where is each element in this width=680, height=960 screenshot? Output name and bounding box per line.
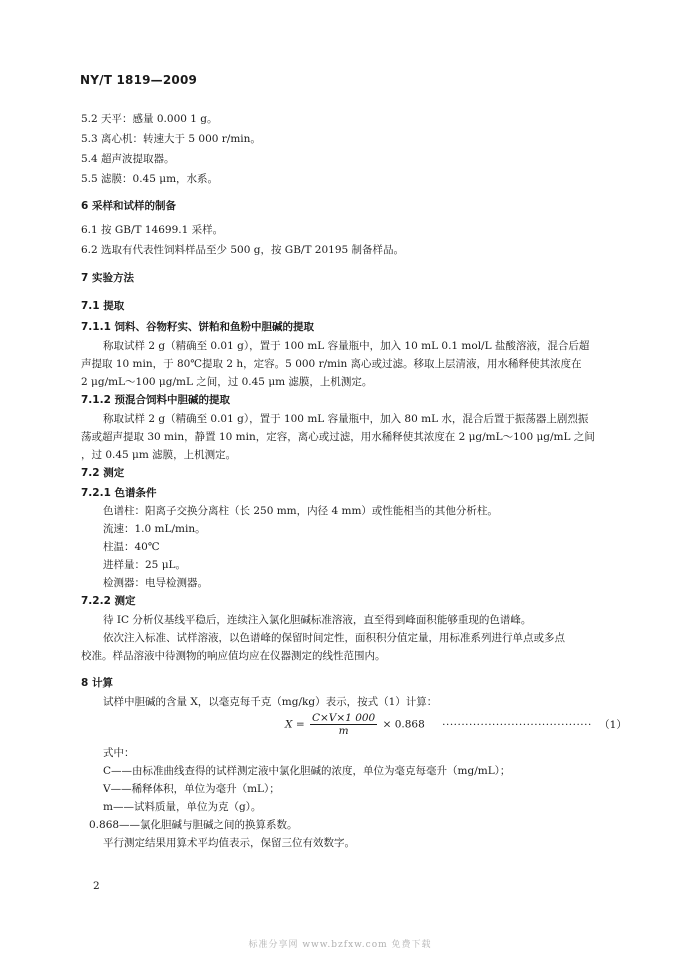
paragraph-7-1-2-line1: 称取试样 2 g（精确至 0.01 g），置于 100 mL 容量瓶中，加入 80 mL 水，混合后置于振荡器上剧烈振 [103, 413, 589, 425]
clause-7-1-heading: 7.1 提取 [81, 300, 125, 312]
condition-detector: 检测器：电导检测器。 [103, 577, 208, 589]
paragraph-8-result: 平行测定结果用算术平均值表示，保留三位有效数字。 [103, 837, 355, 849]
clause-7-1-1-heading: 7.1.1 饲料、谷物籽实、饼粕和鱼粉中胆碱的提取 [81, 321, 315, 333]
section-7-heading: 7 实验方法 [81, 272, 134, 284]
formula-rhs: × 0.868 [382, 718, 425, 731]
formula-numerator: C×V×1 000 [311, 712, 376, 724]
paragraph-7-2-2-line1: 待 IC 分析仪基线平稳后，连续注入氯化胆碱标准溶液，直至得到峰面积能够重现的色谱峰。 [103, 614, 532, 626]
footer-watermark: 标准分享网 www.bzfxw.com 免费下载 [248, 940, 432, 950]
definition-factor: 0.868——氯化胆碱与胆碱之间的换算系数。 [89, 819, 298, 831]
paragraph-7-2-2-line3: 校准。样品溶液中待测物的响应值均应在仪器测定的线性范围内。 [81, 650, 386, 662]
paragraph-7-2-2-line2: 依次注入标准、试样溶液，以色谱峰的保留时间定性，面积积分值定量，用标准系列进行单点或多点 [103, 632, 565, 644]
paragraph-8-intro: 试样中胆碱的含量 X，以毫克每千克（mg/kg）表示，按式（1）计算： [103, 696, 438, 708]
clause-5-3: 5.3 离心机：转速大于 5 000 r/min。 [81, 133, 261, 145]
paragraph-7-1-2-line3: ，过 0.45 μm 滤膜，上机测定。 [81, 449, 237, 461]
paragraph-7-1-2-line2: 荡或超声提取 30 min，静置 10 min，定容，离心或过滤，用水稀释使其浓度在 2 μg/mL～100 μg/mL 之间 [81, 431, 595, 443]
standard-code-header: NY/T 1819—2009 [80, 73, 198, 87]
paragraph-7-1-1-line3: 2 μg/mL～100 μg/mL 之间，过 0.45 μm 滤膜，上机测定。 [81, 376, 373, 388]
clause-7-2-heading: 7.2 测定 [81, 467, 125, 479]
formula-lhs: X = [285, 718, 305, 731]
formula-leader-dots: ······································· [442, 718, 592, 731]
where-label: 式中： [103, 747, 135, 759]
clause-7-1-2-heading: 7.1.2 预混合饲料中胆碱的提取 [81, 394, 231, 406]
condition-column: 色谱柱：阳离子交换分离柱（长 250 mm，内径 4 mm）或性能相当的其他分析柱。 [103, 505, 498, 517]
section-6-heading: 6 采样和试样的制备 [81, 200, 176, 212]
definition-v: V——稀释体积，单位为毫升（mL）； [103, 783, 280, 795]
paragraph-7-1-1-line1: 称取试样 2 g（精确至 0.01 g），置于 100 mL 容量瓶中，加入 10 mL 0.1 mol/L 盐酸溶液，混合后超 [103, 340, 590, 352]
page-number: 2 [93, 880, 100, 892]
condition-injection-volume: 进样量：25 μL。 [103, 559, 186, 571]
formula-1 [285, 712, 627, 737]
condition-flow-rate: 流速：1.0 mL/min。 [103, 523, 206, 535]
formula-number: （1） [599, 718, 627, 731]
clause-5-5: 5.5 滤膜：0.45 μm，水系。 [81, 173, 219, 185]
definition-m: m——试料质量，单位为克（g）。 [103, 801, 262, 813]
definition-c: C——由标准曲线查得的试样测定液中氯化胆碱的浓度，单位为毫克每毫升（mg/mL）； [103, 765, 511, 777]
formula-fraction [310, 712, 377, 737]
paragraph-7-1-1-line2: 声提取 10 min，于 80℃提取 2 h，定容。5 000 r/min 离心或过滤。移取上层清液，用水稀释使其浓度在 [81, 358, 582, 370]
clause-7-2-2-heading: 7.2.2 测定 [81, 595, 136, 607]
clause-6-1: 6.1 按 GB/T 14699.1 采样。 [81, 224, 224, 236]
clause-6-2: 6.2 选取有代表性饲料样品至少 500 g，按 GB/T 20195 制备样品。 [81, 244, 405, 256]
clause-5-4: 5.4 超声波提取器。 [81, 153, 175, 165]
condition-column-temp: 柱温：40℃ [103, 541, 160, 553]
clause-5-2: 5.2 天平：感量 0.000 1 g。 [81, 113, 218, 125]
section-8-heading: 8 计算 [81, 677, 113, 689]
clause-7-2-1-heading: 7.2.1 色谱条件 [81, 487, 157, 499]
formula-denominator: m [338, 725, 349, 737]
